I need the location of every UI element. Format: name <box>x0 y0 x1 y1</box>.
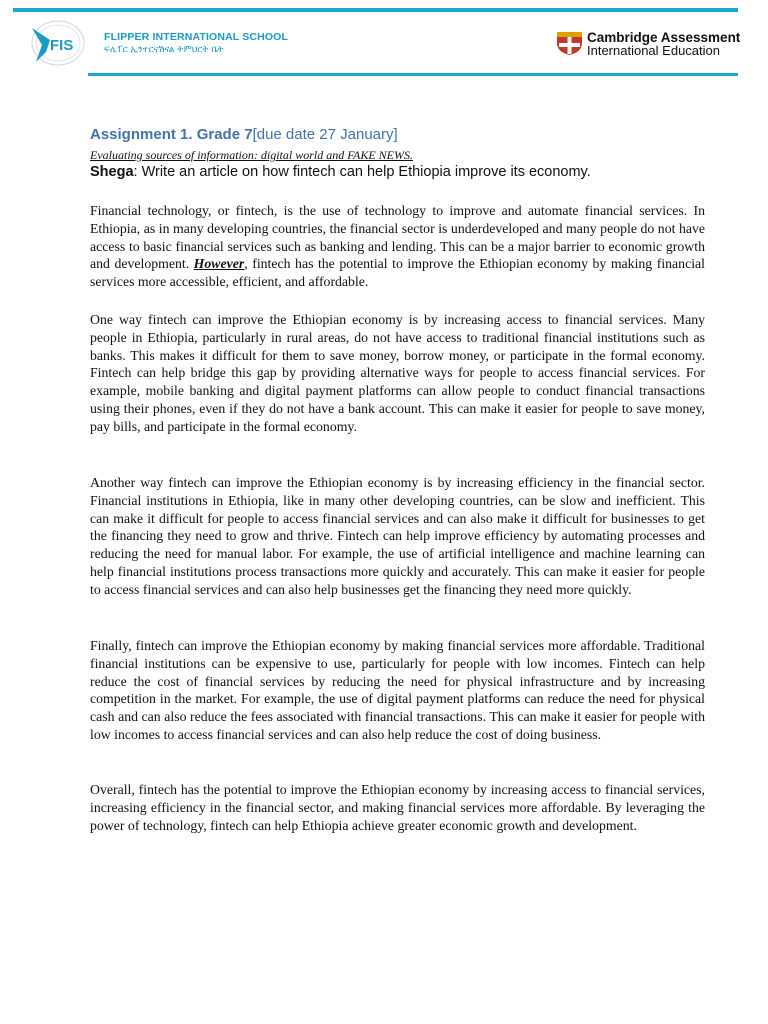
assignment-task <box>90 164 591 180</box>
fis-logo <box>28 18 92 68</box>
header-top-rule <box>13 8 738 12</box>
partner-name-line2: International Education <box>587 43 720 58</box>
assignment-title: Assignment 1. Grade 7 <box>90 126 253 143</box>
school-name: FLIPPER INTERNATIONAL SCHOOL <box>104 31 289 43</box>
header-bottom-rule <box>88 73 738 76</box>
p1-keyword: However <box>193 256 245 272</box>
article-paragraph-3: Another way fintech can improve the Ethiopian economy is by increasing efficiency in the financial sector. Financial institutions in Ethiopia, like in many other developing countries, can be slow and inefficient. This can make it difficult for people to access financial services and can also make it difficult for businesses to get the financing they need to grow and thrive. Fintech can help improve efficiency by automating processes and reducing the need for manual labor. For example, the use of artificial intelligence and machine learning can help financial institutions process transactions more quickly and accurately. This can make it easier for people to access financial services and can also help businesses get the financing they need more quickly. <box>90 475 705 597</box>
cambridge-shield-icon <box>556 31 583 56</box>
fis-logo-text: FIS <box>50 37 74 54</box>
task-prompt: : Write an article on how fintech can help Ethiopia improve its economy. <box>133 164 591 180</box>
assignment-heading <box>90 126 398 143</box>
assignment-subtitle: Evaluating sources of information: digital world and FAKE NEWS. <box>90 148 413 162</box>
p1-text-start: Financial technology, or fintech, is the use of technology to improve and automate financial services. In Ethiopia, as in many developing countries, the financial sector is underdeveloped and many people do not have access to basic financial services such as banking and lending. This can be a major barrier to economic growth and development. <box>90 203 705 272</box>
article-paragraph-2: One way fintech can improve the Ethiopian economy is by increasing access to financial services. Many people in Ethiopia, particularly in rural areas, do not have access to traditional financial institutions such as banks. This makes it difficult for them to save money, borrow money, or participate in the formal economy. Fintech can help bridge this gap by providing alternative ways for people to access financial services. For example, mobile banking and digital payment platforms can allow people to conduct financial transactions using their phones, even if they do not have a bank account. This can make it easier for people to save money, pay bills, and participate in the formal economy. <box>90 312 705 434</box>
school-name-amharic: ፍሊፐር ኢንተርናሽናል ትምህርት ቤት <box>104 45 224 55</box>
p1-text-end: , fintech has the potential to improve the Ethiopian economy by making financial services more accessible, efficient, and affordable. <box>90 256 705 290</box>
article-paragraph-1 <box>90 202 705 291</box>
due-date: [due date 27 January] <box>252 126 398 143</box>
article-paragraph-5: Overall, fintech has the potential to improve the Ethiopian economy by increasing access to financial services, increasing efficiency in the financial sector, and making financial services more affordable. By leveraging the power of technology, fintech can help Ethiopia achieve greater economic growth and development. <box>90 782 705 833</box>
partner-name-line1: Cambridge Assessment <box>587 30 741 45</box>
article-paragraph-4: Finally, fintech can improve the Ethiopian economy by making financial services more affordable. Traditional financial institutions can be expensive to use, particularly for people with low incomes. Fintech can help reduce the cost of financial services by reducing the need for physical infrastructure and by increasing competition in the market. For example, the use of digital payment platforms can reduce the need for physical cash and can also reduce the fees associated with financial transactions. This can make it easier for people with low incomes to access financial services and can also help reduce the cost of doing business. <box>90 638 705 742</box>
author-name: Shega <box>90 164 134 180</box>
